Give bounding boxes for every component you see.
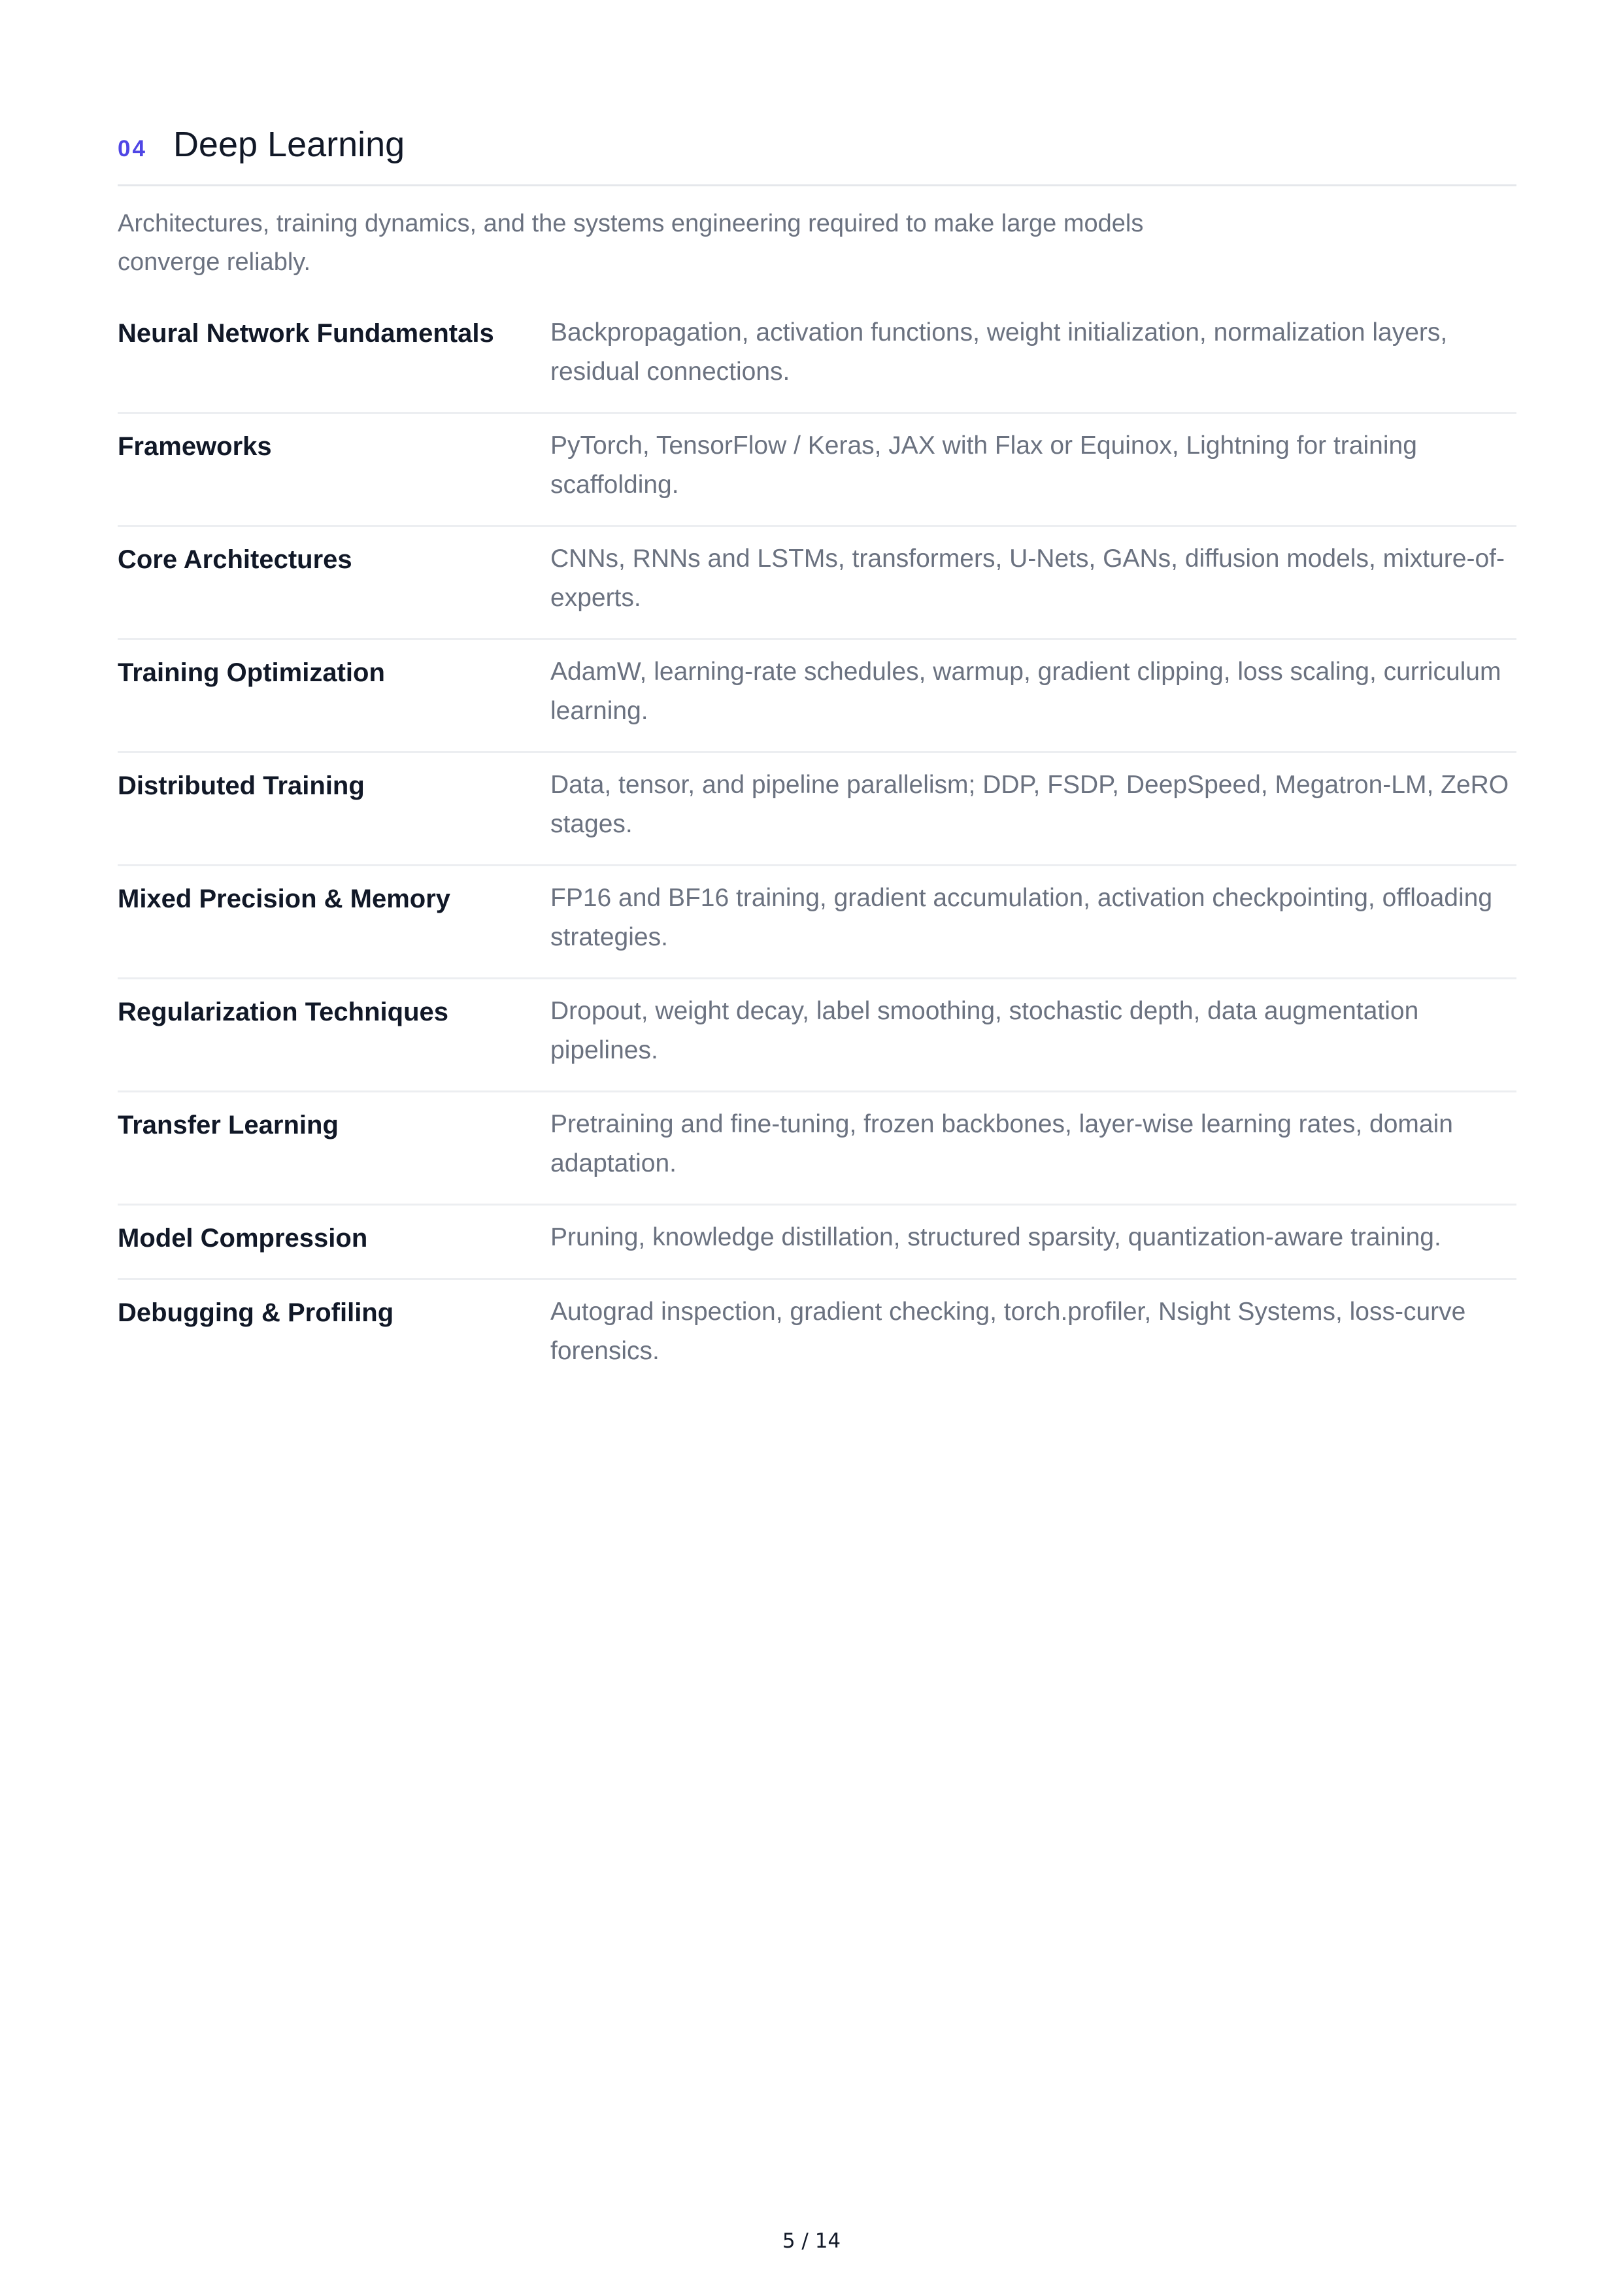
row-description: PyTorch, TensorFlow / Keras, JAX with Flax or Equinox, Lightning for training scaffolding. [550,431,1417,499]
row-term: Core Architectures [118,545,352,574]
section-description: Architectures, training dynamics, and the systems engineering required to make large models converge reliably. [118,210,1144,276]
row-description: AdamW, learning-rate schedules, warmup, gradient clipping, loss scaling, curriculum learning. [550,658,1501,725]
table-row [118,753,1516,866]
table-row [118,1092,1516,1206]
table-row [118,1280,1516,1391]
section-header [118,124,1516,186]
table-row [118,866,1516,979]
row-description: Dropout, weight decay, label smoothing, stochastic depth, data augmentation pipelines. [550,997,1419,1064]
document-page [118,124,1516,1391]
row-term: Transfer Learning [118,1111,339,1140]
table-row [118,414,1516,527]
table-row [118,1206,1516,1280]
row-description: Data, tensor, and pipeline parallelism; DDP, FSDP, DeepSpeed, Megatron-LM, ZeRO stages. [550,771,1509,838]
row-term: Mixed Precision & Memory [118,885,451,913]
skills-table [118,313,1516,1391]
page-number: 5 / 14 [782,2229,841,2253]
row-term: Model Compression [118,1224,368,1253]
row-description: Backpropagation, activation functions, weight initialization, normalization layers, residual connections. [550,318,1448,386]
row-term: Frameworks [118,432,272,461]
section-title: Deep Learning [173,125,405,164]
row-term: Neural Network Fundamentals [118,319,494,348]
row-description: CNNs, RNNs and LSTMs, transformers, U-Nets, GANs, diffusion models, mixture-of-experts. [550,545,1505,612]
table-row [118,313,1516,414]
table-row [118,640,1516,753]
row-description: Autograd inspection, gradient checking, torch.profiler, Nsight Systems, loss-curve forensics. [550,1298,1466,1365]
section-number: 04 [118,136,147,161]
row-term: Distributed Training [118,771,365,800]
row-term: Training Optimization [118,658,385,687]
row-description: Pruning, knowledge distillation, structured sparsity, quantization-aware training. [550,1223,1441,1251]
row-description: Pretraining and fine-tuning, frozen backbones, layer-wise learning rates, domain adaptation. [550,1110,1453,1177]
row-term: Regularization Techniques [118,998,448,1026]
row-term: Debugging & Profiling [118,1298,394,1327]
row-description: FP16 and BF16 training, gradient accumulation, activation checkpointing, offloading strategies. [550,884,1493,951]
table-row [118,979,1516,1092]
table-row [118,527,1516,640]
